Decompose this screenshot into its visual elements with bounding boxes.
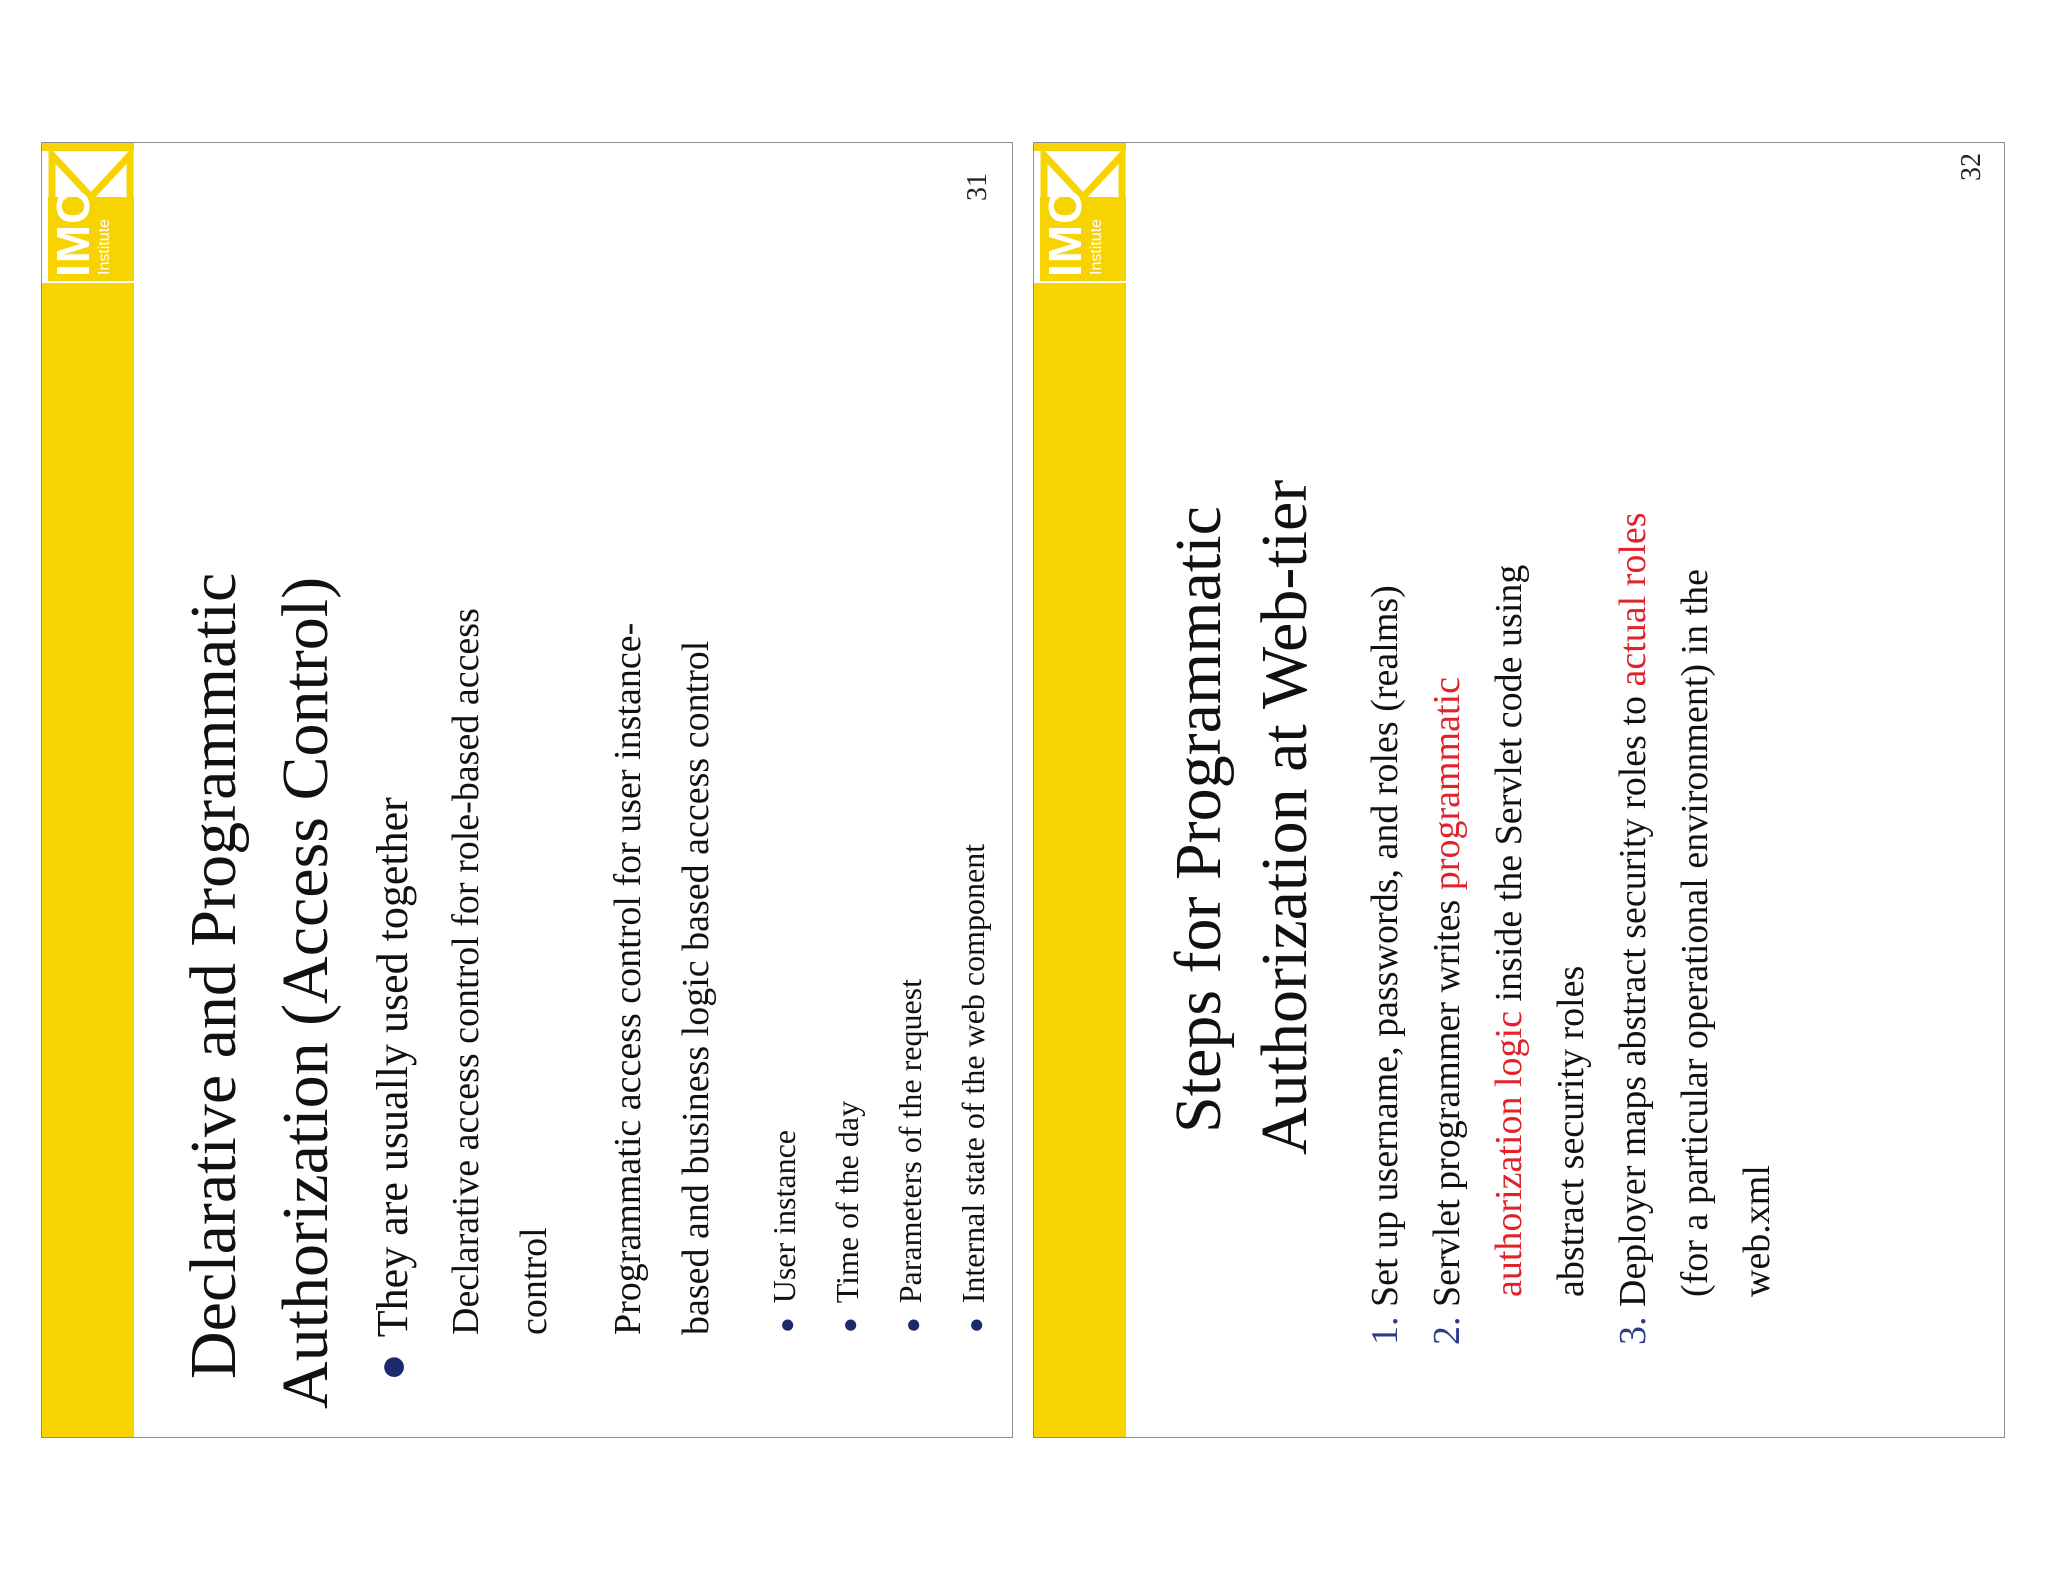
- slide-title: Declarative and Programmatic Authorization (Access Control): [177, 572, 342, 1409]
- sub-item-programmatic: Programmatic access control for user instance- based and business logic based access control: [607, 622, 717, 1335]
- logo-brand: IMC: [47, 189, 99, 277]
- list-item: 2. Servlet programmer writes programmatic: [1426, 677, 1468, 1345]
- list-item: ●Time of the day: [829, 1100, 865, 1333]
- page-number: 31: [962, 173, 993, 201]
- bullet-dot-icon: ●: [898, 1317, 927, 1333]
- page-number: 32: [1956, 153, 1987, 181]
- imc-institute-logo: [1034, 151, 1126, 283]
- yellow-side-band: [1034, 143, 1126, 1437]
- logo-brand: IMC: [1039, 189, 1091, 277]
- bullet-dot-icon: ●: [835, 1317, 864, 1333]
- imc-institute-logo: [42, 151, 134, 283]
- list-item: 3. Deployer maps abstract security roles to actual roles: [1612, 512, 1654, 1345]
- sub-item-declarative: Declarative access control for role-based access control: [445, 608, 555, 1335]
- steps-list: 1. Set up username, passwords, and roles (realms) 2. Servlet programmer writes programmatic authorization logic inside the Servlet code using abstract security roles 3. Deployer maps abstract security roles to actual roles (for a particular operational environment) in the web.xml: [1354, 143, 1788, 1438]
- list-item: ●User instance: [766, 1130, 802, 1333]
- list-item: ●Parameters of the request: [892, 978, 928, 1333]
- bullet-item: ●They are usually used together: [366, 797, 417, 1381]
- bullet-dot-icon: ●: [772, 1317, 801, 1333]
- slide-31: [41, 142, 1013, 1438]
- bullet-dot-icon: ●: [366, 1353, 417, 1381]
- bullet-dot-icon: ●: [961, 1317, 990, 1333]
- logo-sub: Institute: [1088, 218, 1105, 275]
- list-item: 1. Set up username, passwords, and roles (realms): [1364, 585, 1406, 1345]
- sub-sub-list: [754, 143, 1006, 1438]
- yellow-side-band: [42, 143, 134, 1437]
- slide-title: Steps for Programmatic Authorization at Web-tier: [1162, 479, 1321, 1155]
- list-item: ●Internal state of the web component: [955, 843, 991, 1333]
- logo-sub: Institute: [96, 218, 113, 275]
- slide-32: [1033, 142, 2005, 1438]
